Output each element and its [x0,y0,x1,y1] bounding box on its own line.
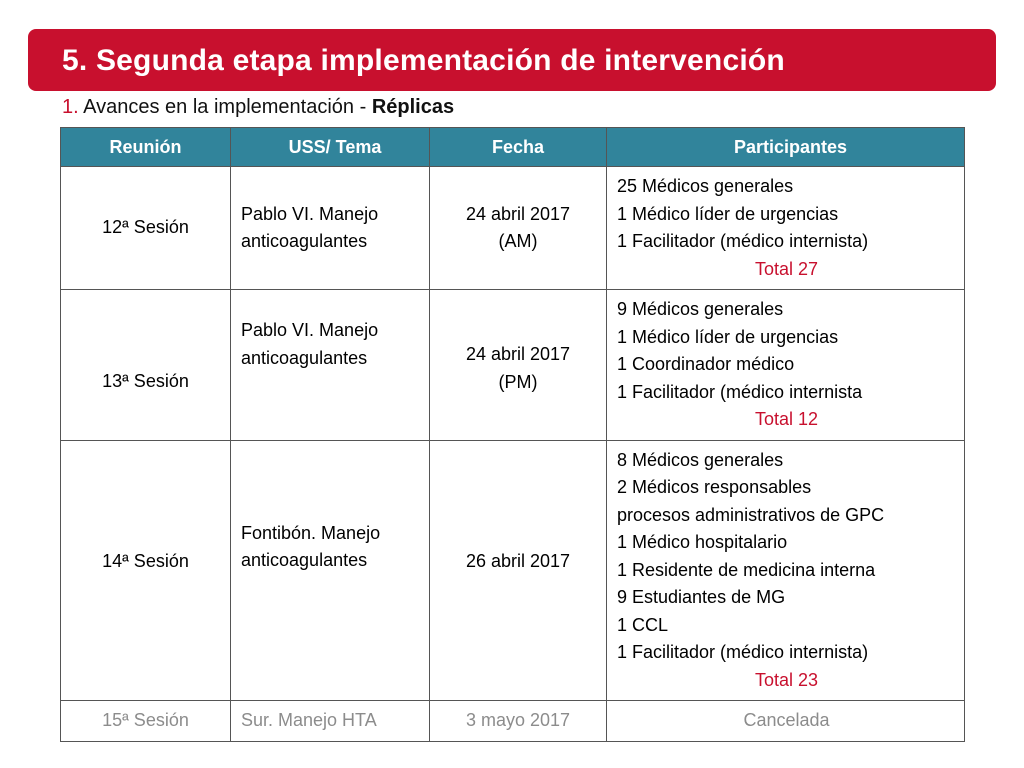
fecha-line: 24 abril 2017 [465,344,571,365]
fecha-line: 24 abril 2017 [465,203,571,224]
participant-line: 2 Médicos responsables [617,477,812,497]
table-row [61,290,965,441]
participant-line: 1 Facilitador (médico internista) [617,642,869,662]
subtitle-number: 1. [62,96,79,118]
participant-line: procesos administrativos de GPC [617,504,885,525]
slide-subtitle [62,94,454,120]
title-bar [28,29,996,91]
cell-reunion: 12ª Sesión [61,167,231,290]
total-label: Total 27 [754,258,819,279]
sessions-table [60,127,965,742]
uss-line: Pablo VI. Manejo [241,320,379,340]
cell-uss-tema [231,290,430,441]
cell-fecha [430,167,607,290]
table-row [61,167,965,290]
uss-line: Fontibón. Manejo [241,522,381,543]
uss-line: anticoagulantes [241,231,368,251]
subtitle-text: Avances en la implementación - [83,96,372,118]
uss-line: Pablo VI. Manejo [241,203,379,224]
participant-line: 1 Facilitador (médico internista) [617,231,869,251]
cell-fecha: 3 mayo 2017 [430,701,607,742]
header-fecha: Fecha [430,128,607,167]
participant-line: 1 Médico hospitalario [617,532,788,552]
cell-uss-tema [231,440,430,701]
participant-line: 1 Médico líder de urgencias [617,326,839,347]
cell-reunion [61,440,231,701]
cell-fecha [430,290,607,441]
header-reunion: Reunión [61,128,231,167]
cell-fecha [430,440,607,701]
cell-estado: Cancelada [607,701,965,742]
participant-line: 1 Coordinador médico [617,354,795,374]
cell-participantes [607,167,965,290]
total-label: Total 23 [754,669,819,690]
table-row-cancelled [61,701,965,742]
fecha-line: (AM) [498,231,538,251]
cell-uss-tema: Sur. Manejo HTA [231,701,430,742]
participant-line: 1 CCL [617,614,669,635]
cell-participantes [607,440,965,701]
participant-line: 1 Médico líder de urgencias [617,203,839,224]
participant-line: 25 Médicos generales [617,176,794,196]
participant-line: 8 Médicos generales [617,449,784,470]
reunion-label: 14ª Sesión [102,550,189,571]
slide-title: 5. Segunda etapa implementación de intervención [62,44,785,77]
subtitle-bold: Réplicas [371,96,455,118]
fecha-line: (PM) [498,371,538,392]
header-participantes: Participantes [607,128,965,167]
reunion-label: 13ª Sesión [102,371,189,391]
participant-line: 9 Estudiantes de MG [617,587,786,607]
uss-line: anticoagulantes [241,550,368,570]
cell-reunion [61,290,231,441]
cell-reunion: 15ª Sesión [61,701,231,742]
table-row [61,440,965,701]
participant-line: 1 Facilitador (médico internista [617,381,863,402]
table-header-row [61,128,965,167]
participant-line: 1 Residente de medicina interna [617,559,876,580]
cell-uss-tema [231,167,430,290]
participant-line: 9 Médicos generales [617,299,784,319]
uss-line: anticoagulantes [241,347,368,368]
cell-participantes [607,290,965,441]
fecha-line: 26 abril 2017 [465,550,571,571]
total-label: Total 12 [754,409,819,429]
header-uss-tema: USS/ Tema [231,128,430,167]
